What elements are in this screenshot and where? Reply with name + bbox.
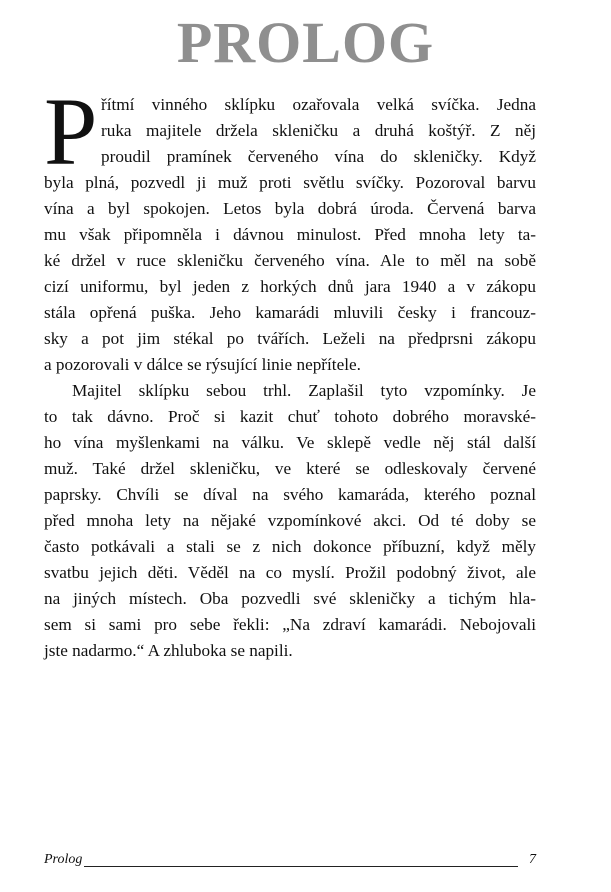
text-line: a pozorovali v dálce se rýsující linie nepřítele. <box>44 355 361 374</box>
page-number: 7 <box>529 852 536 867</box>
text-line: ké držel v ruce skleničku červeného vína. Ale to měl na sobě <box>44 251 536 270</box>
paragraph-1 <box>44 78 536 378</box>
text-line: byla plná, pozvedl ji muž proti světlu svíčky. Pozoroval barvu <box>44 173 536 192</box>
footer-chapter-label: Prolog <box>44 852 83 867</box>
text-line: cizí uniformu, byl jeden z horkých dnů jara 1940 a v zákopu <box>44 277 536 296</box>
text-line: svatbu jejich děti. Věděl na co myslí. Prožil podobný život, ale <box>44 563 536 582</box>
body-text <box>44 78 536 664</box>
text-line: muž. Také držel skleničku, ve které se odleskovaly červené <box>44 459 536 478</box>
page-footer <box>44 852 536 872</box>
drop-cap: P <box>44 78 98 185</box>
footer-rule <box>84 866 518 867</box>
text-line: to tak dávno. Proč si kazit chuť tohoto dobrého moravské- <box>44 407 536 426</box>
text-line: řítmí vinného sklípku ozařovala velká svíčka. Jedna <box>101 95 536 114</box>
text-line: jste nadarmo.“ A zhluboka se napili. <box>44 641 293 660</box>
text-line: stála opřená puška. Jeho kamarádi mluvili česky i francouz- <box>44 303 536 322</box>
text-line: často potkávali a stali se z nich dokonce příbuzní, když měly <box>44 537 536 556</box>
paragraph-2 <box>44 378 536 664</box>
chapter-title: PROLOG <box>176 10 435 75</box>
text-line: mu však připomněla i dávnou minulost. Před mnoha lety ta- <box>44 225 536 244</box>
text-line: proudil pramínek červeného vína do skleničky. Když <box>101 147 536 166</box>
text-line: sem si sami pro sebe řekli: „Na zdraví kamarádi. Nebojovali <box>44 615 536 634</box>
text-line: na jiných místech. Oba pozvedli své skleničky a tichým hla- <box>44 589 536 608</box>
text-line: paprsky. Chvíli se díval na svého kamaráda, kterého poznal <box>44 485 536 504</box>
text-line: vína a byl spokojen. Letos byla dobrá úroda. Červená barva <box>44 199 536 218</box>
text-line: ruka majitele držela skleničku a druhá koštýř. Z něj <box>101 121 536 140</box>
text-line: Majitel sklípku sebou trhl. Zaplašil tyto vzpomínky. Je <box>72 381 536 400</box>
text-line: ho vína myšlenkami na válku. Ve sklepě vedle něj stál další <box>44 433 536 452</box>
text-line: před mnoha lety na nějaké vzpomínkové akci. Od té doby se <box>44 511 536 530</box>
text-line: sky a pot jim stékal po tvářích. Leželi na předprsni zákopu <box>44 329 536 348</box>
